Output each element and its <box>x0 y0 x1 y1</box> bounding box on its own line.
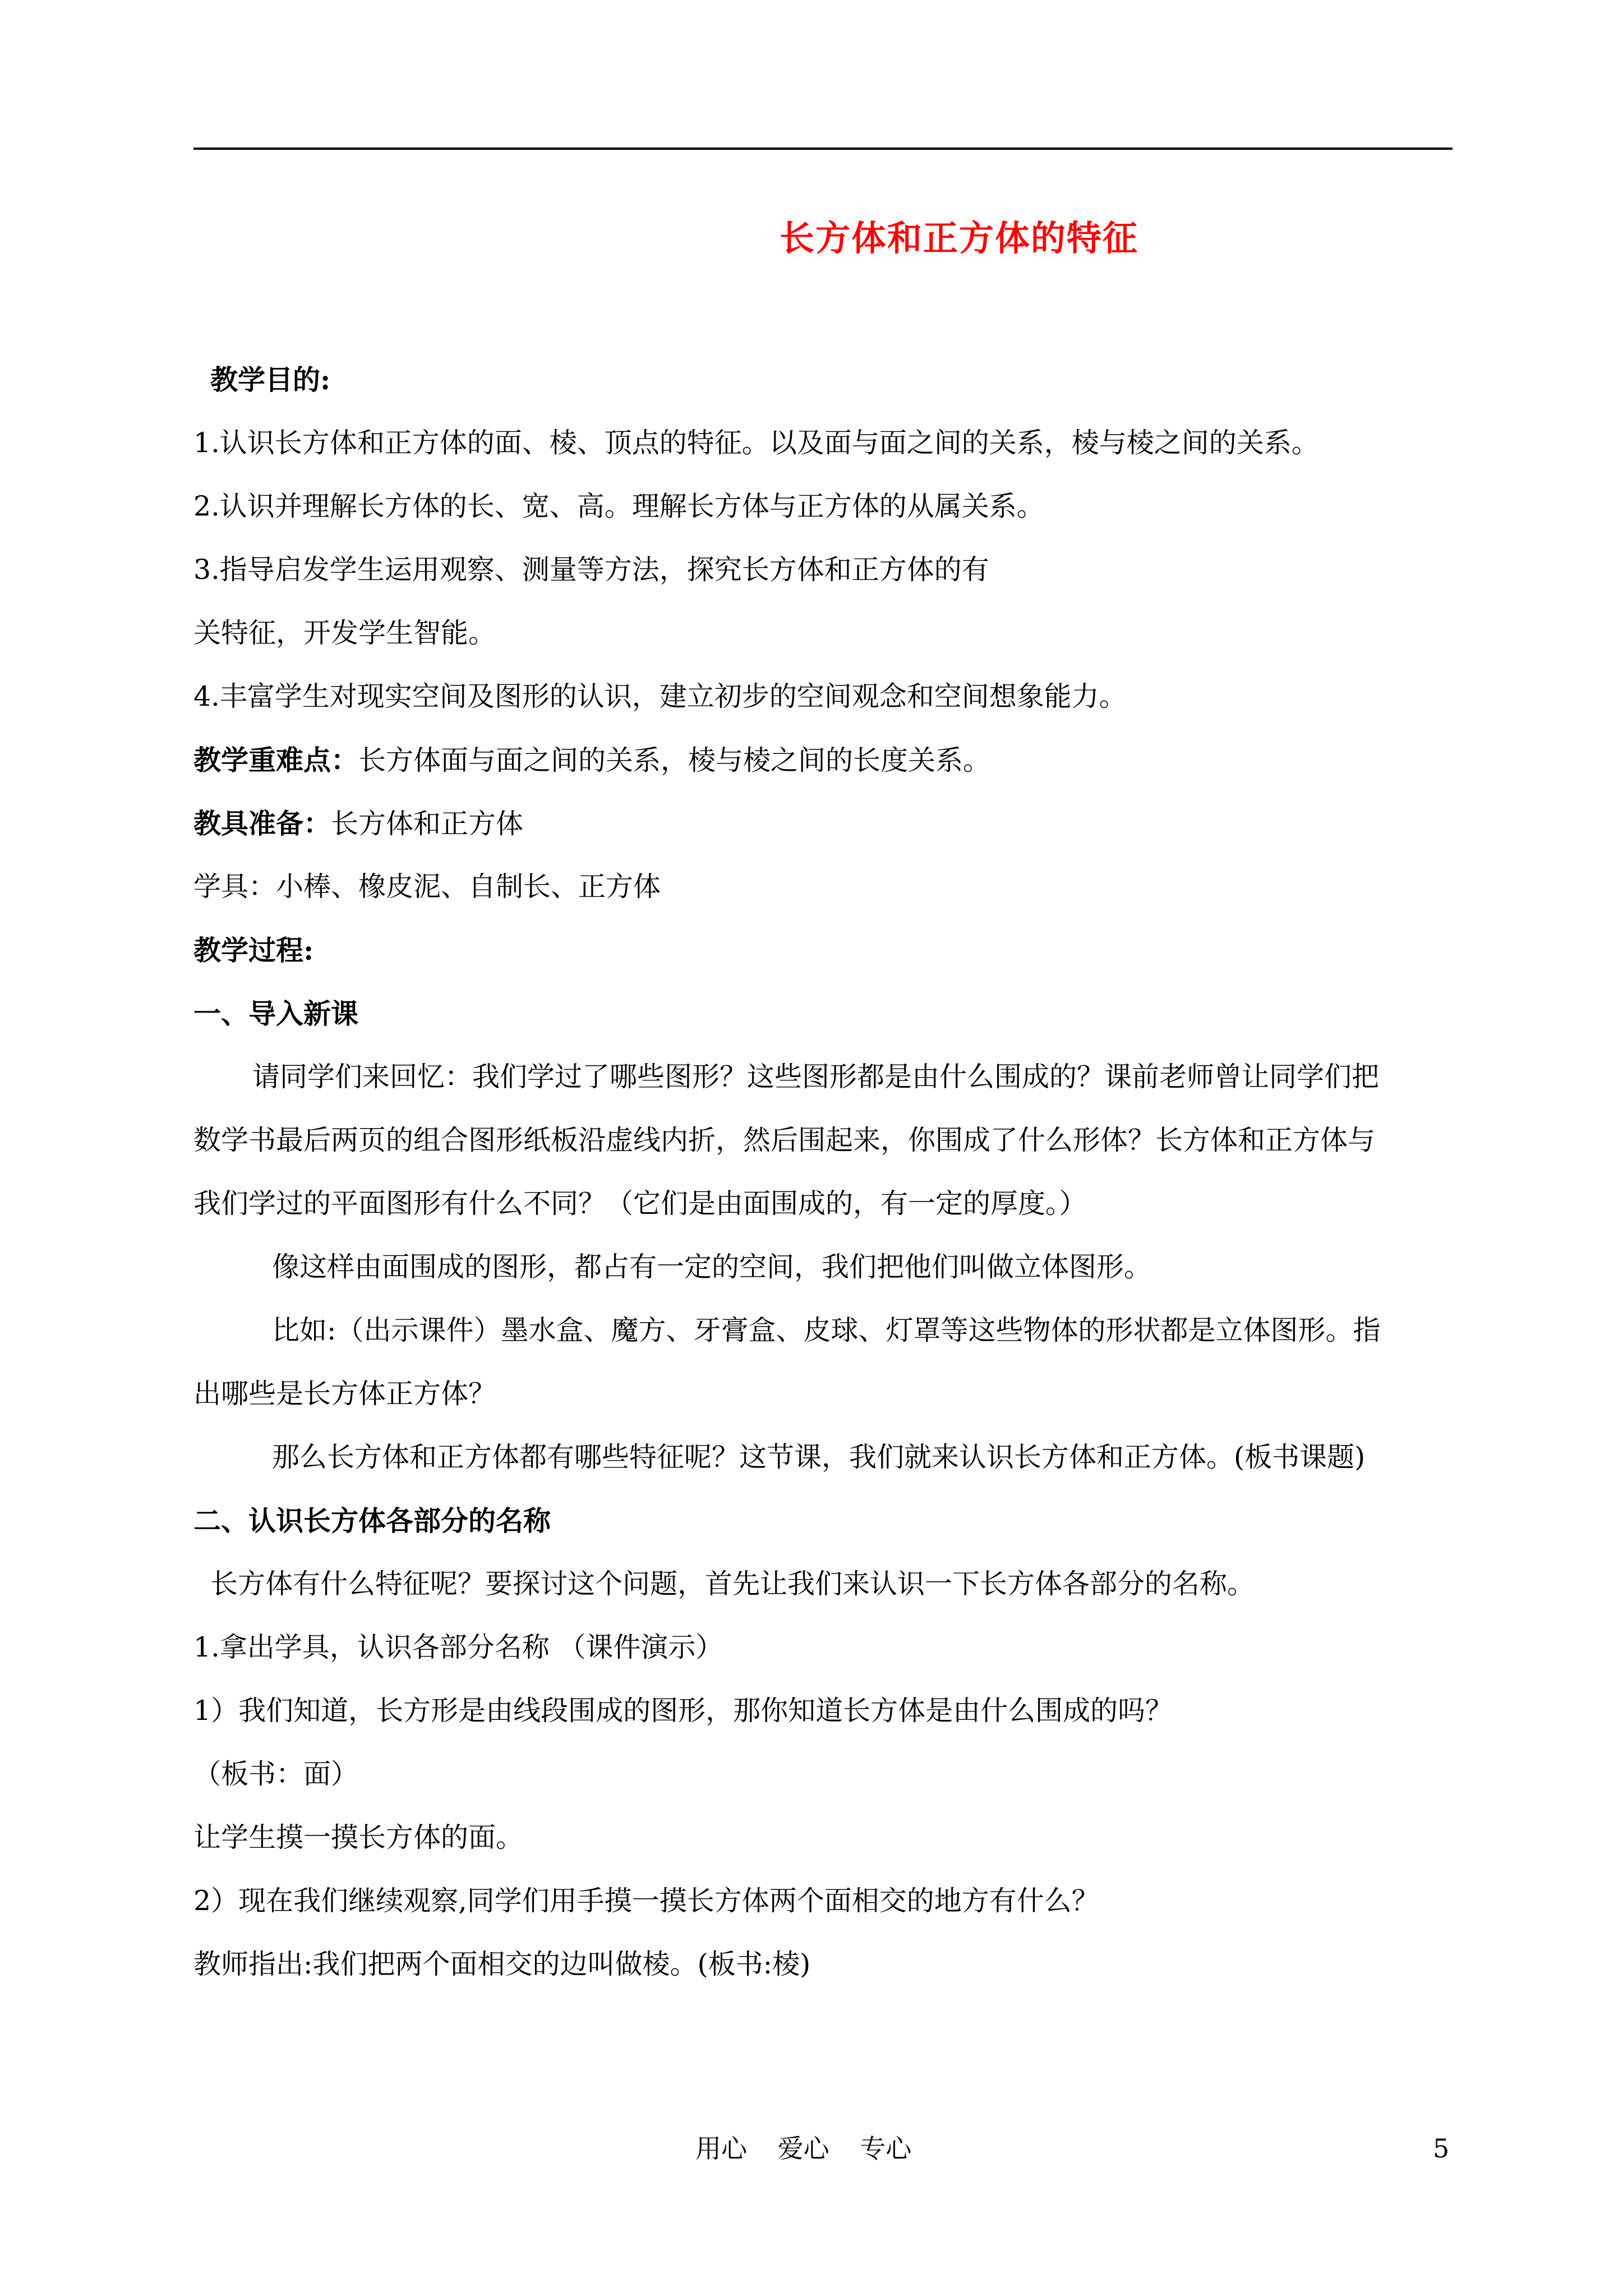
objective-3-continued: 关特征，开发学生智能。 <box>193 617 496 649</box>
key-points-text: 长方体面与面之间的关系，棱与棱之间的长度关系。 <box>358 744 991 776</box>
section2-paragraph-line: 长方体有什么特征呢？要探讨这个问题，首先让我们来认识一下长方体各部分的名称。 <box>210 1568 1255 1600</box>
section2-paragraph-line: 2）现在我们继续观察,同学们用手摸一摸长方体两个面相交的地方有什么？ <box>193 1885 1099 1917</box>
teaching-tools-text: 长方体和正方体 <box>331 808 524 840</box>
section1-paragraph-line: 出哪些是长方体正方体？ <box>193 1378 496 1410</box>
section2-paragraph-line: 让学生摸一摸长方体的面。 <box>193 1821 524 1853</box>
section1-paragraph-line: 我们学过的平面图形有什么不同？（它们是由面围成的，有一定的厚度。） <box>193 1188 1087 1220</box>
section1-paragraph-line: 数学书最后两页的组合图形纸板沿虚线内折，然后围起来，你围成了什么形体？长方体和正方体与 <box>193 1124 1376 1156</box>
section2-paragraph-line: 1.拿出学具，认识各部分名称 （课件演示） <box>193 1631 723 1663</box>
section1-heading: 一、导入新课 <box>193 997 359 1030</box>
section1-paragraph-line: 那么长方体和正方体都有哪些特征呢？这节课，我们就来认识长方体和正方体。(板书课题) <box>272 1441 1366 1473</box>
document-title: 长方体和正方体的特征 <box>780 218 1139 259</box>
objective-1: 1.认识长方体和正方体的面、棱、顶点的特征。以及面与面之间的关系，棱与棱之间的关系。 <box>193 427 1319 459</box>
section2-paragraph-line: （板书：面） <box>193 1758 359 1790</box>
learning-tools: 学具：小棒、橡皮泥、自制长、正方体 <box>193 871 661 903</box>
section2-heading: 二、认识长方体各部分的名称 <box>193 1504 551 1537</box>
objective-4: 4.丰富学生对现实空间及图形的认识，建立初步的空间观念和空间想象能力。 <box>193 680 1127 712</box>
section1-paragraph-line: 像这样由面围成的图形，都占有一定的空间，我们把他们叫做立体图形。 <box>272 1251 1152 1283</box>
objective-2: 2.认识并理解长方体的长、宽、高。理解长方体与正方体的从属关系。 <box>193 490 1044 522</box>
key-points <box>193 742 990 779</box>
objective-3: 3.指导启发学生运用观察、测量等方法，探究长方体和正方体的有 <box>193 554 989 586</box>
section1-paragraph-line: 请同学们来回忆：我们学过了哪些图形？这些图形都是由什么围成的？课前老师曾让同学们把 <box>252 1061 1380 1093</box>
section2-paragraph-line: 教师指出:我们把两个面相交的边叫做棱。(板书:棱) <box>193 1948 811 1980</box>
teaching-tools <box>193 806 523 842</box>
teaching-tools-label: 教具准备： <box>193 807 331 840</box>
header-rule <box>193 148 1453 150</box>
section1-paragraph-line: 比如:（出示课件）墨水盒、魔方、牙膏盒、皮球、灯罩等这些物体的形状都是立体图形。指 <box>272 1314 1381 1346</box>
footer-motto: 用心 爱心 专心 <box>695 2133 912 2164</box>
process-heading: 教学过程: <box>193 934 314 967</box>
page-number: 5 <box>1433 2133 1450 2164</box>
key-points-label: 教学重难点： <box>193 744 359 776</box>
section2-paragraph-line: 1）我们知道，长方形是由线段围成的图形，那你知道长方体是由什么围成的吗？ <box>193 1695 1173 1727</box>
objectives-heading: 教学目的: <box>210 364 331 396</box>
